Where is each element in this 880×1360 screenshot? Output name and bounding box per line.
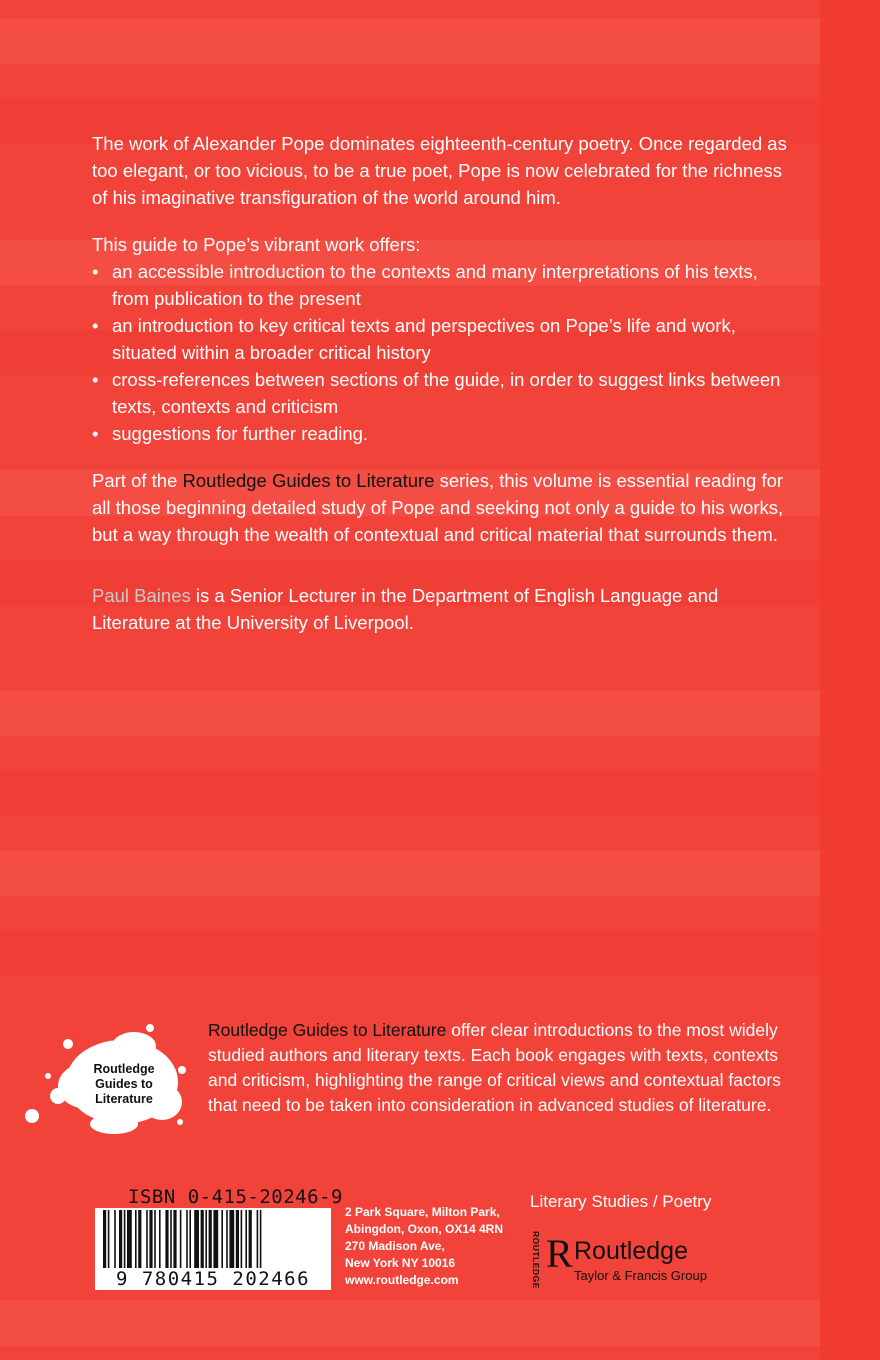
author-name: Paul Baines [92,585,191,606]
series-name: Routledge Guides to Literature [182,470,435,491]
offers-lead: This guide to Pope’s vibrant work offers: [92,234,421,255]
isbn-label: ISBN 0-415-20246-9 [128,1186,343,1208]
list-item: • cross-references between sections of the guide, in order to suggest links between texts, contexts and criticism [92,366,792,420]
list-item: • an accessible introduction to the contexts and many interpretations of his texts, from publication to the present [92,258,792,312]
author-bio: Paul Baines is a Senior Lecturer in the Department of English Language and Literature at the University of Liverpool. [92,585,719,633]
texture-stripe [0,1300,880,1346]
barcode-icon [103,1210,323,1268]
publisher-logo [528,1231,748,1294]
series-logo-text: Routledge Guides to Literature [93,1062,155,1106]
texture-stripe [0,930,880,976]
list-item: • an introduction to key critical texts and perspectives on Pope’s life and work, situated within a broader critical history [92,312,792,366]
texture-stripe [0,850,880,896]
bullet-icon: • [92,423,99,444]
series-description: Routledge Guides to Literature offer clear introductions to the most widely studied authors and literary texts. Each book engages with texts, contexts and criticism, highlighting the range of critical views and contextual factors that need to be taken into consideration in advanced studies of literature. [208,1020,781,1115]
barcode-digits: 9 780415 202466 [95,1268,331,1290]
series-logo [22,1024,192,1136]
subject-category: Literary Studies / Poetry [530,1192,712,1211]
intro-paragraph: The work of Alexander Pope dominates eighteenth-century poetry. Once regarded as too elegant, or too vicious, to be a true poet, Pope is now celebrated for the richness of his imaginative transfiguration of the world around him. [92,133,787,208]
bullet-icon: • [92,261,99,282]
offers-list [92,258,792,447]
spine-edge [820,0,880,1360]
routledge-r-icon: R [546,1231,573,1276]
publisher-vertical-wordmark: ROUTLEDGE [531,1231,541,1289]
publisher-website: www.routledge.com [345,1273,459,1287]
back-cover-blurb [92,130,792,656]
publisher-name: Routledge [574,1237,688,1265]
publisher-address: 2 Park Square, Milton Park, Abingdon, Oxon, OX14 4RN 270 Madison Ave, New York NY 10016 www.routledge.com [345,1205,504,1287]
texture-stripe [0,690,880,736]
publisher-group: Taylor & Francis Group [574,1268,707,1283]
barcode [95,1208,331,1290]
bullet-icon: • [92,369,99,390]
series-paragraph: Part of the Routledge Guides to Literature series, this volume is essential reading for all those beginning detailed study of Pope and seeking not only a guide to his works, but a way through the wealth of contextual and critical material that surrounds them. [92,470,784,545]
texture-stripe [0,18,880,64]
series-name: Routledge Guides to Literature [208,1020,447,1040]
bullet-icon: • [92,315,99,336]
texture-stripe [0,770,880,816]
list-item: • suggestions for further reading. [92,420,792,447]
